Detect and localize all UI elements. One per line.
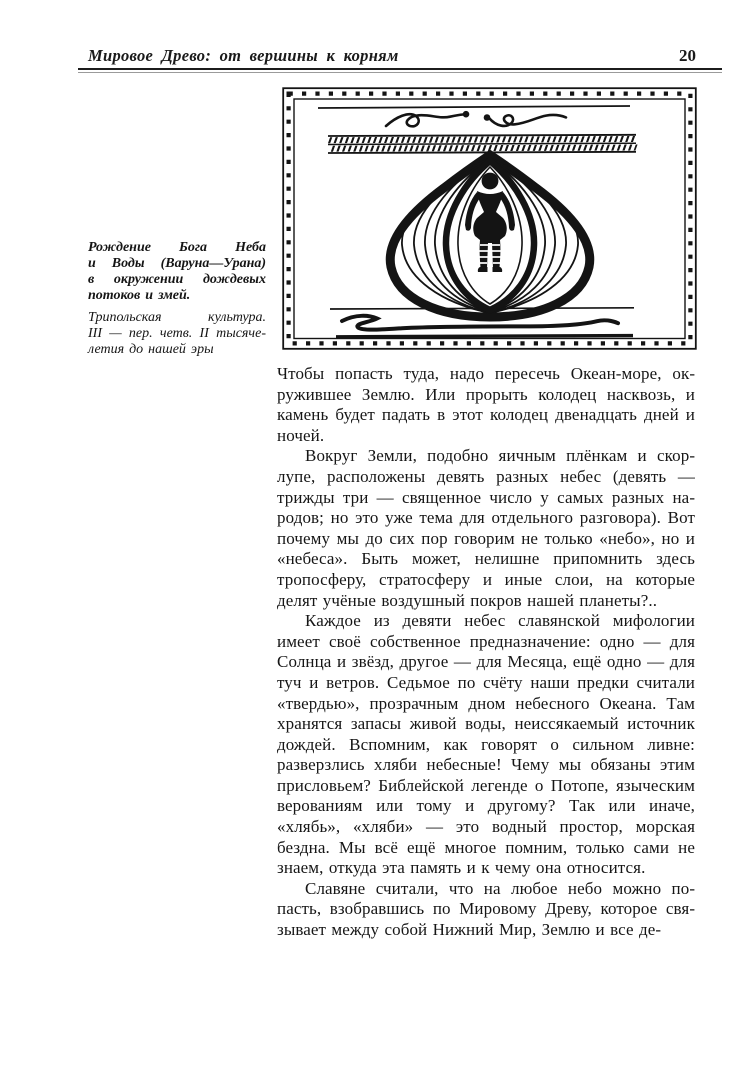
paragraph: Вокруг Земли, подобно яичным плёнкам и скорлупе, расположены девять разных небес (девять — трижды три — священное число у самых разных народов; но это уже тема для отдельного разговора). Вот почему мы до сих пор говорим не только «небо», но и «небеса». Быть может, нелишне припомнить здесь тропосферу, стратосферу и иные слои, на которые делят учёные воздушный покров нашей планеты?.. <box>277 446 695 610</box>
header-rule <box>78 68 722 70</box>
sky-line <box>318 106 630 108</box>
caption-line: в окружении дождевых <box>88 272 266 287</box>
illustration-frame <box>282 87 697 350</box>
caption-line: потоков и змей. <box>88 288 191 303</box>
page-number: 20 <box>679 46 696 65</box>
caption-line: Трипольская культура. <box>88 310 266 325</box>
header-rule-thin <box>78 72 722 73</box>
running-header-title: Мировое Древо: от вершины к корням <box>88 46 399 65</box>
caption-line: Рождение Бога Неба <box>88 240 266 255</box>
braided-band <box>326 135 640 153</box>
caption-line: летия до нашей эры <box>88 342 214 357</box>
paragraph: Чтобы попасть туда, надо пересечь Океан-море, окружившее Землю. Или прорыть колодец насквозь, и камень будет падать в этот колодец двенадцать дней и ночей. <box>277 364 695 445</box>
tripolye-illustration <box>282 87 697 350</box>
figure-caption-source <box>88 310 266 358</box>
figure-caption-title <box>88 240 266 304</box>
paragraph: Каждое из девяти небес славянской мифологии имеет своё собственное предназначение: одно — для Солнца и звёзд, другое — для Месяца, ещё одно — для туч и ветров. Седьмое по счёту наши предки считали «твердью», прозрачным дном небесного Океана. Там хранятся запасы живой воды, неиссякаемый источник дождей. Вспомним, как говорят о сильном ливне: разверзлись хляби небесные! Чему мы обязаны этим присловьем? Библейской легенде о Потопе, языческим верованиям или тому и другому? Так или иначе, «хлябь», «хляби» — это водный простор, морская бездна. Мы всё ещё многое помним, только сами не знаем, откуда эта память и к чему она относится. <box>277 611 695 878</box>
paragraph: Славяне считали, что на любое небо можно попасть, взобравшись по Мировому Древу, которое связывает между собой Нижний Мир, Землю и все де- <box>277 878 695 940</box>
running-header <box>78 46 722 66</box>
figure-caption <box>88 240 266 358</box>
nested-egg-ovals <box>390 155 590 317</box>
body-text <box>277 364 695 941</box>
caption-line: III — пер. четв. II тысяче- <box>88 326 266 341</box>
caption-line: и Воды (Варуна—Урана) <box>88 256 266 271</box>
snake-motif <box>386 111 566 126</box>
